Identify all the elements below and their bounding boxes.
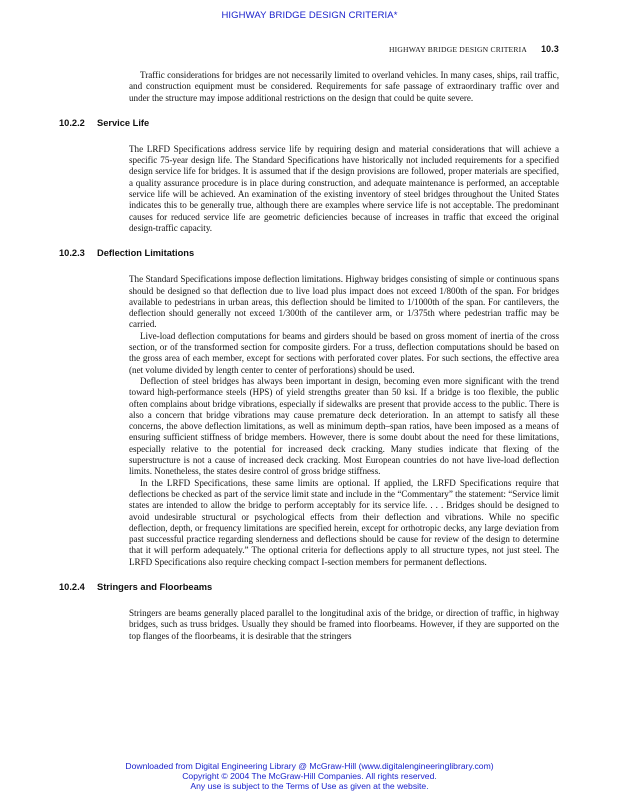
- footer-terms: Any use is subject to the Terms of Use as given at the website.: [190, 781, 429, 792]
- section-heading-service-life: [59, 117, 559, 129]
- top-banner-link[interactable]: HIGHWAY BRIDGE DESIGN CRITERIA*: [221, 10, 398, 21]
- section-title: Service Life: [97, 117, 150, 128]
- running-head: [389, 44, 559, 54]
- footer-copyright: Copyright © 2004 The McGraw-Hill Companies. All rights reserved.: [182, 771, 437, 782]
- page-number: 10.3: [541, 44, 559, 54]
- service-life-paragraph: The LRFD Specifications address service life by requiring design and material considerations that will achieve a specific 75-year design life. The Standard Specifications have historically not included requirements for a specified design service life for bridges. It is assumed that if the design provisions are followed, proper materials are specified, a quality assurance procedure is in place during construction, and adequate maintenance is performed, an acceptable service life will be achieved. An examination of the existing inventory of steel bridges throughout the United States indicates this to be generally true, although there are examples where service life is not acceptable. The predominant causes for reduced service life are geometric deficiencies because of increases in traffic that exceed the original design-traffic capacity.: [129, 143, 559, 233]
- section-number: 10.2.4: [59, 581, 85, 592]
- intro-paragraph: Traffic considerations for bridges are not necessarily limited to overland vehicles. In many cases, ships, rail traffic, and construction equipment must be considered. Requirements for safe passage of extraordinary traffic over and under the structure may impose additional restrictions on the design that could be quite severe.: [129, 70, 559, 103]
- stringers-paragraph: Stringers are beams generally placed parallel to the longitudinal axis of the bridge, or direction of traffic, in highway bridges, such as truss bridges. Usually they should be framed into floorbeams. However, if they are supported on the top flanges of the floorbeams, it is desirable that the stringers: [129, 607, 559, 641]
- footer-notice: [0, 761, 619, 792]
- section-number: 10.2.2: [59, 117, 85, 128]
- footer-download-link[interactable]: Downloaded from Digital Engineering Library @ McGraw-Hill (www.digitalengineeringlibrary.com): [125, 761, 494, 771]
- page-body: [59, 70, 559, 642]
- section-title: Deflection Limitations: [97, 248, 195, 259]
- deflection-paragraph-4: In the LRFD Specifications, these same limits are optional. If applied, the LRFD Specifications require that deflections be checked as part of the service limit state and include in the “Commentary” the statement: “Service limit states are intended to allow the bridge to perform acceptably for its service life. . . . Bridges should be designed to avoid undesirable structural or psychological effects from their deflection and vibrations. While no specific deflection, depth, or frequency limitations are specified herein, except for orthotropic decks, any large deviation from past successful practice regarding slenderness and deflections should be cause for review of the design to determine that it will perform adequately.” The optional criteria for deflections apply to all structure types, not just steel. The LRFD Specifications also require checking compact I-section members for permanent deflections.: [129, 477, 559, 567]
- running-head-title: HIGHWAY BRIDGE DESIGN CRITERIA: [388, 45, 528, 54]
- section-title: Stringers and Floorbeams: [97, 581, 213, 592]
- deflection-paragraph-2: Live-load deflection computations for beams and girders should be based on gross moment of inertia of the cross section, or of the transformed section for composite girders. For a truss, deflection computations should be based on the gross area of each member, except for sections with perforated cover plates. For such sections, the effective area (net volume divided by length center to center of perforations) should be used.: [129, 330, 559, 375]
- deflection-paragraph-1: The Standard Specifications impose deflection limitations. Highway bridges consisting of simple or continuous spans should be designed so that deflection due to live load plus impact does not exceed 1/800th of the span. For bridges available to pedestrians in urban areas, this deflection should be limited to 1/1000th of the span. For cantilevers, the deflection should generally not exceed 1/300th of the cantilever arm, or 1/375th where pedestrian traffic may be carried.: [129, 274, 559, 330]
- deflection-paragraph-3: Deflection of steel bridges has always been important in design, becoming even more significant with the trend toward high-performance steels (HPS) of yield strengths greater than 50 ksi. If a bridge is too flexible, the public often complains about bridge vibrations, especially if sidewalks are present that provide access to the public. There is also a concern that bridge vibrations may cause premature deck deterioration. In an attempt to satisfy all these concerns, the above deflection limitations, as well as minimum depth–span ratios, have been imposed as a means of ensuring sufficient stiffness of bridge members. However, there is some doubt about the need for these limitations, especially relative to the potential for increased deck cracking. Many studies indicate that flexing of the superstructure is not a cause of increased deck cracking. Most European countries do not have live-load deflection limits. Nonetheless, the states desire control of gross bridge stiffness.: [129, 375, 559, 477]
- section-heading-stringers: [59, 581, 559, 593]
- section-heading-deflection: [59, 247, 559, 259]
- section-number: 10.2.3: [59, 248, 85, 259]
